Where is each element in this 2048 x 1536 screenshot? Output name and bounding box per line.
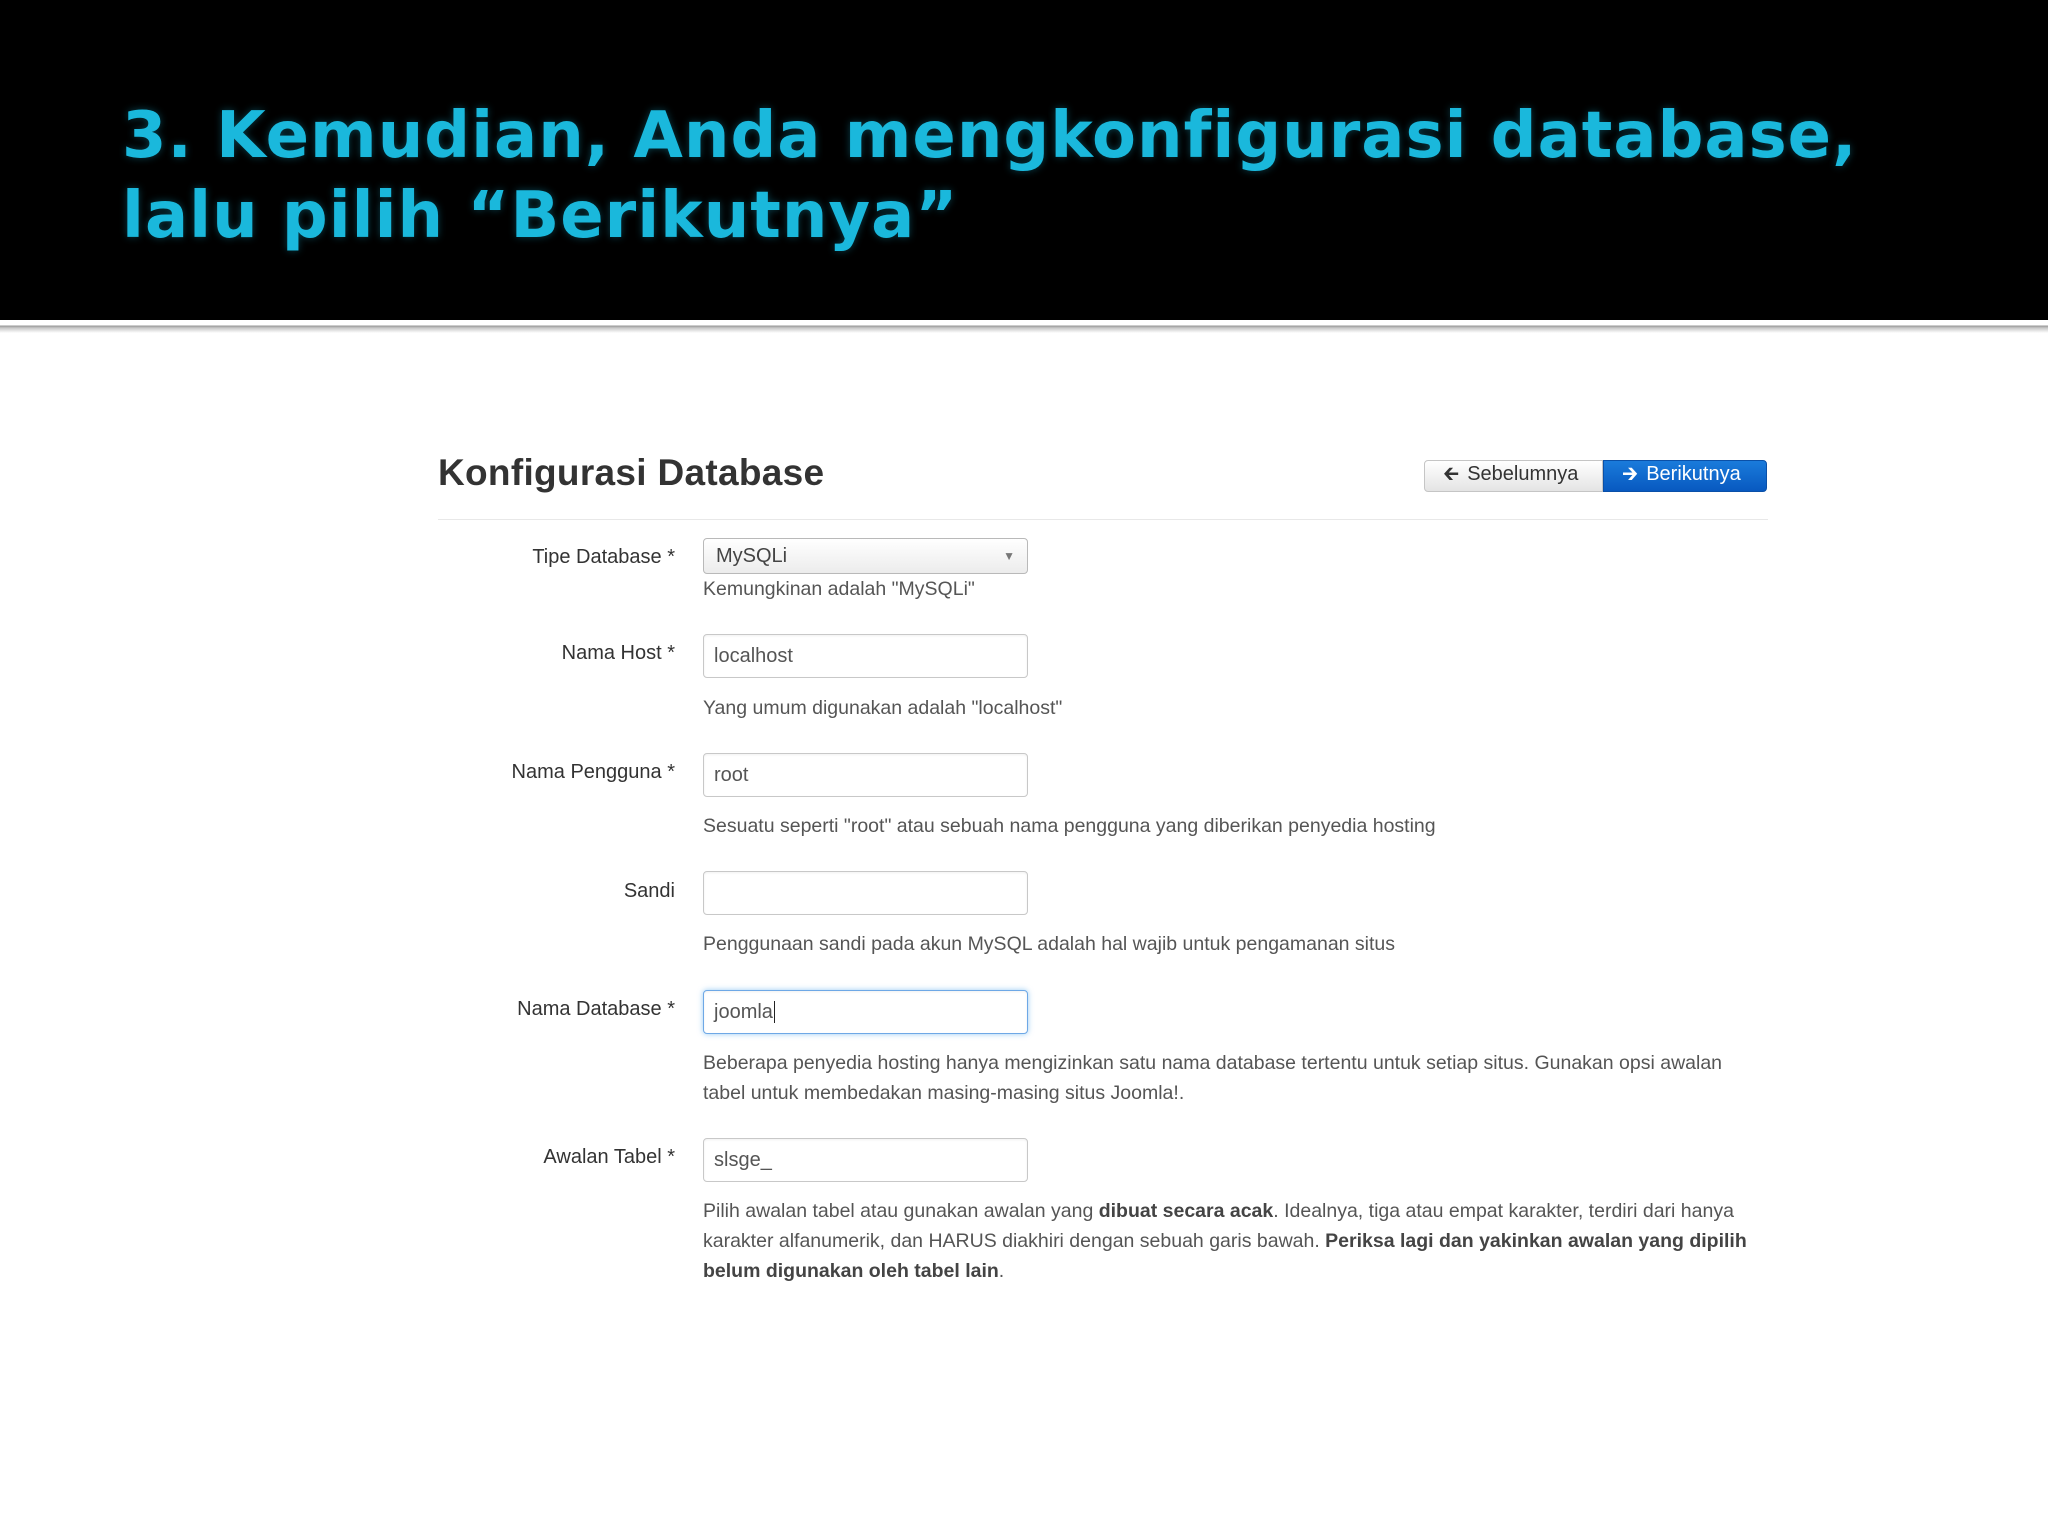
db-name-help: Beberapa penyedia hosting hanya mengizinkan satu nama database tertentu untuk setiap situs. Gunakan opsi awalan tabel untuk membedakan masing-masing situs Joomla!. — [703, 1052, 1723, 1104]
password-label: Sandi — [623, 880, 675, 902]
arrow-left-icon: 🡰 — [1443, 463, 1460, 485]
db-type-select[interactable] — [703, 538, 1028, 574]
prefix-help-bold-2: Periksa lagi dan yakinkan awalan yang dipilih belum digunakan oleh tabel lain — [703, 1230, 1747, 1282]
prefix-help-bold-1: dibuat secara acak — [1098, 1200, 1274, 1222]
prefix-value: slsge_ — [714, 1148, 772, 1171]
arrow-right-icon: 🡲 — [1622, 463, 1639, 485]
db-name-value: joomla — [714, 1000, 773, 1023]
heading-divider — [438, 519, 1768, 520]
db-name-label: Nama Database * — [517, 998, 675, 1020]
database-config-form — [438, 440, 1768, 1340]
host-help: Yang umum digunakan adalah "localhost" — [703, 697, 1063, 719]
user-value: root — [714, 763, 749, 786]
next-button-label: Berikutnya — [1646, 462, 1741, 485]
host-label: Nama Host * — [561, 642, 675, 664]
host-value: localhost — [714, 644, 793, 667]
db-type-label: Tipe Database * — [532, 546, 675, 568]
chevron-down-icon: ▼ — [1003, 549, 1015, 563]
user-label: Nama Pengguna * — [511, 761, 675, 783]
prefix-help — [703, 1196, 1768, 1286]
prefix-help-text-1: Pilih awalan tabel atau gunakan awalan yang — [703, 1200, 1099, 1222]
db-type-help: Kemungkinan adalah "MySQLi" — [703, 578, 975, 600]
slide-header — [0, 0, 2048, 320]
db-type-value: MySQLi — [716, 544, 788, 567]
page-title: Konfigurasi Database — [438, 452, 825, 493]
next-button[interactable] — [1603, 460, 1767, 492]
prefix-input[interactable] — [703, 1138, 1028, 1182]
user-input[interactable] — [703, 753, 1028, 797]
user-help: Sesuatu seperti "root" atau sebuah nama pengguna yang diberikan penyedia hosting — [703, 815, 1436, 837]
previous-button[interactable] — [1424, 460, 1603, 492]
host-input[interactable] — [703, 634, 1028, 678]
prefix-help-text-2: . Idealnya, tiga atau empat karakter, terdiri dari hanya karakter alfanumerik, dan HARUS diakhiri dengan sebuah garis bawah. — [703, 1200, 1734, 1252]
prefix-label: Awalan Tabel * — [543, 1146, 675, 1168]
wizard-nav-buttons — [1424, 460, 1767, 492]
prefix-help-text-3: . — [998, 1260, 1005, 1282]
text-cursor — [774, 1001, 775, 1023]
previous-button-label: Sebelumnya — [1467, 462, 1579, 485]
header-divider — [0, 320, 2048, 334]
password-input[interactable] — [703, 871, 1028, 915]
password-help: Penggunaan sandi pada akun MySQL adalah hal wajib untuk pengamanan situs — [703, 933, 1396, 955]
slide-title: 3. Kemudian, Anda mengkonfigurasi database, lalu pilih “Berikutnya” — [122, 99, 1858, 253]
db-name-input[interactable] — [703, 990, 1028, 1034]
